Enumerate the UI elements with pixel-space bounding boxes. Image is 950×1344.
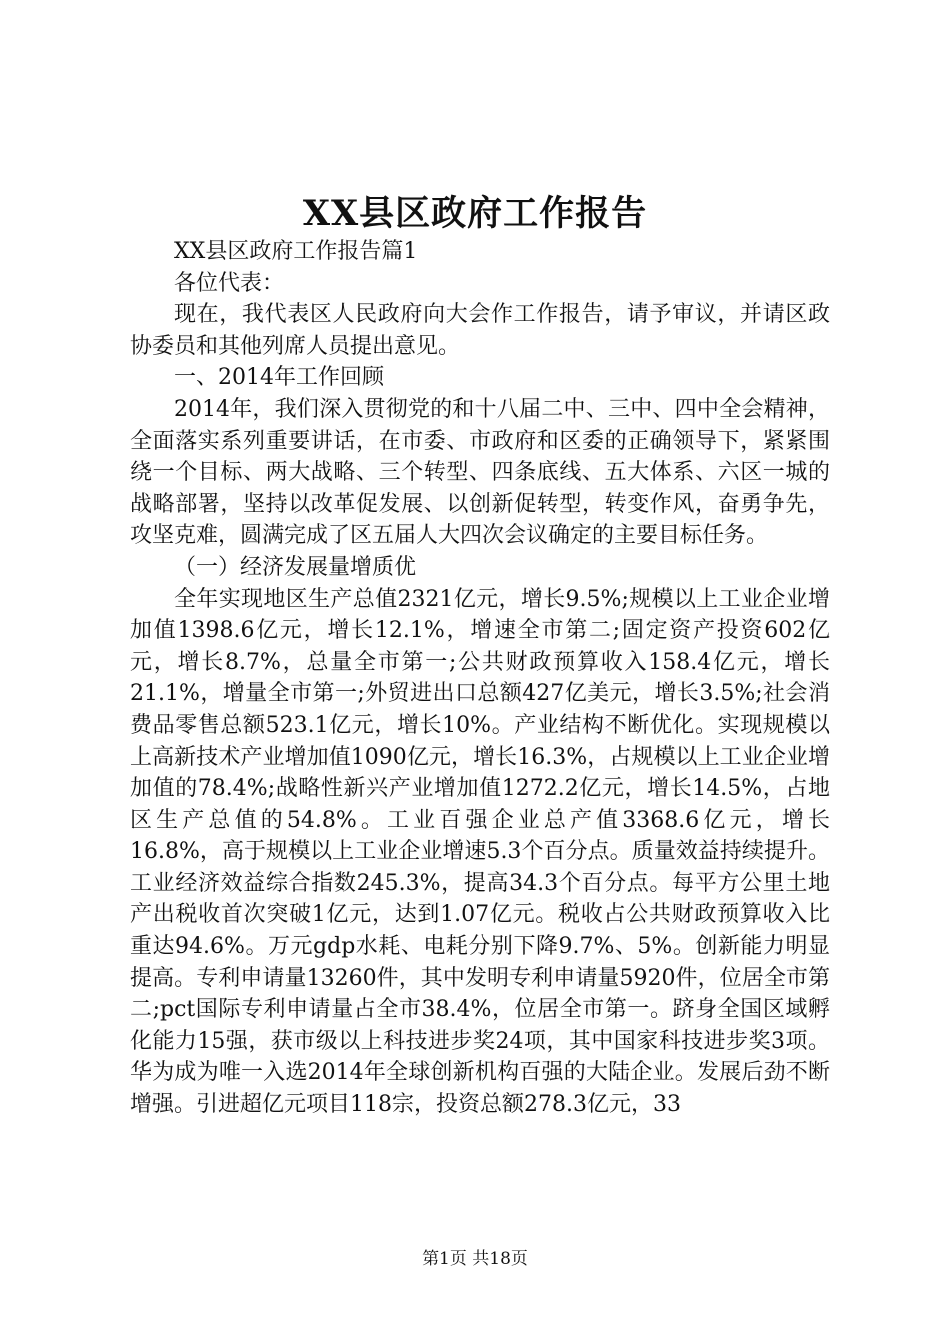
document-body	[130, 236, 830, 1121]
review-paragraph: 2014年，我们深入贯彻党的和十八届二中、三中、四中全会精神，全面落实系列重要讲话，在市委、市政府和区委的正确领导下，紧紧围绕一个目标、两大战略、三个转型、四条底线、五大体系、六区一城的战略部署，坚持以改革促发展、以创新促转型，转变作风，奋勇争先，攻坚克难，圆满完成了区五届人大四次会议确定的主要目标任务。	[130, 396, 830, 549]
subsection-heading: （一）经济发展量增质优	[174, 554, 417, 580]
document-title: XX县区政府工作报告	[302, 193, 648, 234]
salutation-paragraph: 各位代表：	[174, 270, 285, 296]
section-heading: 一、2014年工作回顾	[174, 365, 384, 391]
economy-paragraph: 全年实现地区生产总值2321亿元，增长9.5%;规模以上工业企业增加值1398.6亿元，增长12.1%，增速全市第二;固定资产投资602亿元，增长8.7%，总量全市第一;公共财政预算收入158.4亿元，增长21.1%，增量全市第一;外贸进出口总额427亿美元，增长3.5%;社会消费品零售总额523.1亿元，增长10%。产业结构不断优化。实现规模以上高新技术产业增加值1090亿元，增长16.3%，占规模以上工业企业增加值的78.4%;战略性新兴产业增加值1272.2亿元，增长14.5%，占地区生产总值的54.8%。工业百强企业总产值3368.6亿元，增长16.8%，高于规模以上工业企业增速5.3个百分点。质量效益持续提升。工业经济效益综合指数245.3%，提高34.3个百分点。每平方公里土地产出税收首次突破1亿元，达到1.07亿元。税收占公共财政预算收入比重达94.6%。万元gdp水耗、电耗分别下降9.7%、5%。创新能力明显提高。专利申请量13260件，其中发明专利申请量5920件，位居全市第二;pct国际专利申请量占全市38.4%，位居全市第一。跻身全国区域孵化能力15强，获市级以上科技进步奖24项，其中国家科技进步奖3项。华为成为唯一入选2014年全球创新机构百强的大陆企业。发展后劲不断增强。引进超亿元项目118宗，投资总额278.3亿元，33	[130, 586, 830, 1118]
subtitle-paragraph: XX县区政府工作报告篇1	[174, 239, 418, 264]
page-number: 第1页 共18页	[422, 1249, 528, 1269]
intro-paragraph: 现在，我代表区人民政府向大会作工作报告，请予审议，并请区政协委员和其他列席人员提出意见。	[130, 302, 830, 359]
